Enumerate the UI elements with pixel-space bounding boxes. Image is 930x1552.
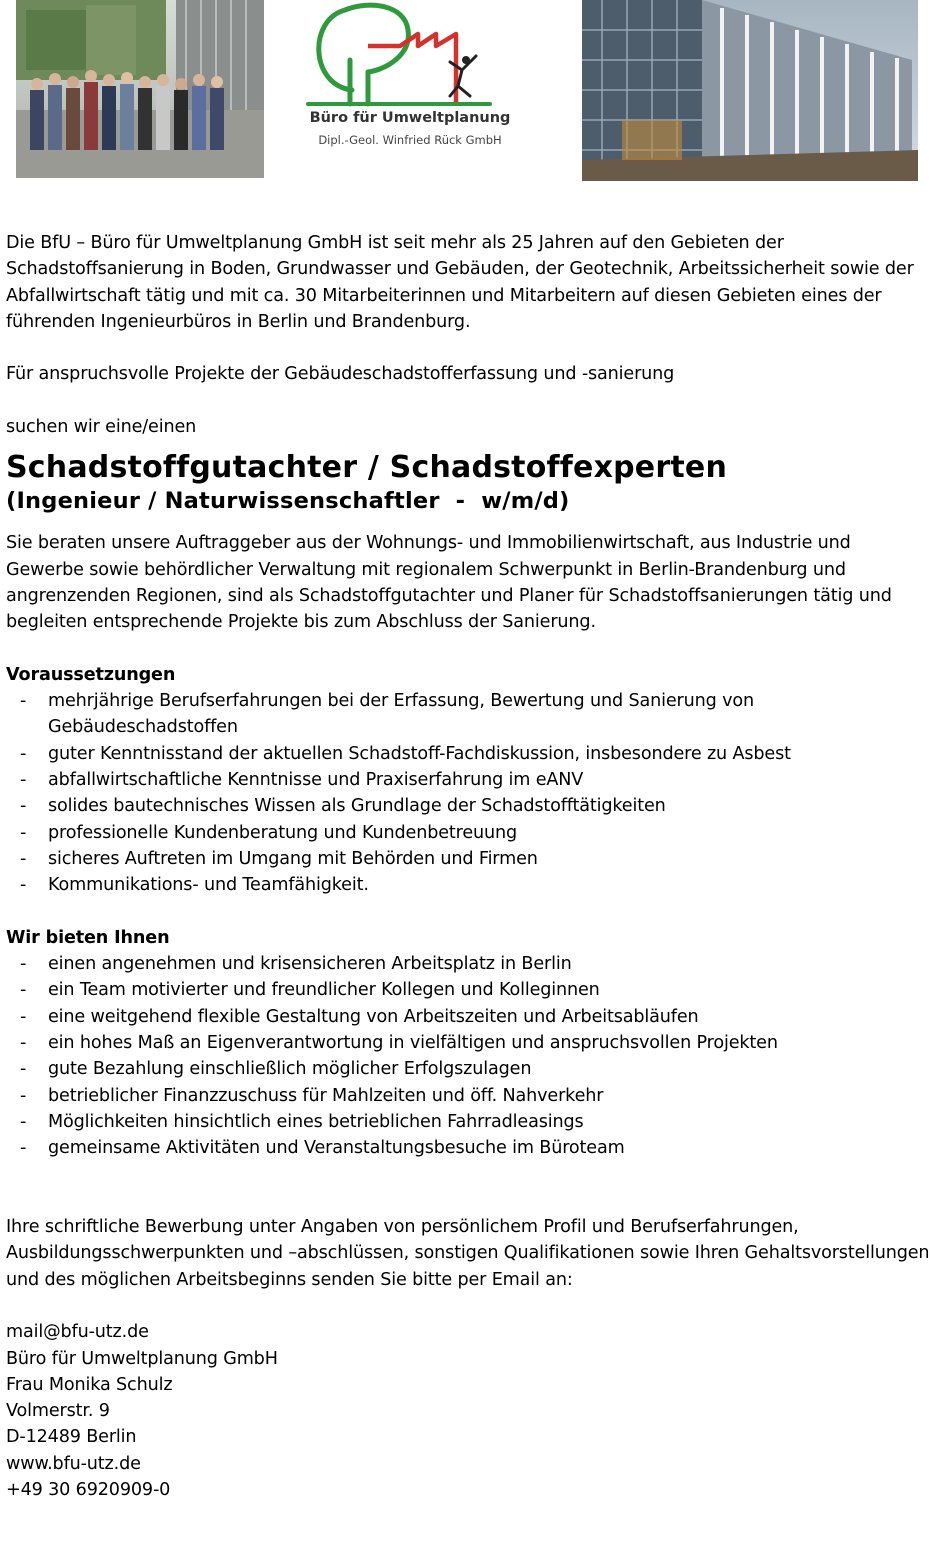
list-item: - professionelle Kundenberatung und Kundenbetreuung — [6, 820, 930, 846]
email-link[interactable]: mail@bfu-utz.de — [6, 1322, 149, 1343]
benefits-list — [6, 951, 930, 1161]
list-item: - mehrjährige Berufserfahrungen bei der Erfassung, Bewertung und Sanierung von Gebäudeschadstoffen — [6, 688, 930, 741]
list-item: - betrieblicher Finanzzuschuss für Mahlzeiten und öff. Nahverkehr — [6, 1083, 930, 1109]
list-item: - gute Bezahlung einschließlich möglicher Erfolgszulagen — [6, 1056, 930, 1082]
contact-street: Volmerstr. 9 — [6, 1401, 110, 1422]
requirements-section — [6, 662, 930, 899]
search-line: suchen wir eine/einen — [6, 417, 197, 438]
job-subtitle: (Ingenieur / Naturwissenschaftler - w/m/d) — [6, 488, 570, 515]
list-item: - guter Kenntnisstand der aktuellen Schadstoff-Fachdiskussion, insbesondere zu Asbest — [6, 741, 930, 767]
contact-person: Frau Monika Schulz — [6, 1374, 173, 1395]
list-item: - ein hohes Maß an Eigenverantwortung in vielfältigen und anspruchsvollen Projekten — [6, 1030, 930, 1056]
website-link[interactable]: www.bfu-utz.de — [6, 1453, 141, 1474]
company-logo — [290, 0, 530, 160]
team-photo — [16, 0, 264, 178]
job-description: Sie beraten unsere Auftraggeber aus der Wohnungs- und Immobilienwirtschaft, aus Industrie und Gewerbe sowie behördlicher Verwaltung mit regionalem Schwerpunkt in Berlin-Brandenburg und angrenzenden Regionen, sind als Schadstoffgutachter und Planer für Schadstoffsanierungen tätig und begleiten entsprechende Projekte bis zum Abschluss der Sanierung. — [6, 533, 892, 633]
list-item: - einen angenehmen und krisensicheren Arbeitsplatz in Berlin — [6, 951, 930, 977]
list-item: - Möglichkeiten hinsichtlich eines betrieblichen Fahrradleasings — [6, 1109, 930, 1135]
requirements-list — [6, 688, 930, 898]
application-text: Ihre schriftliche Bewerbung unter Angaben von persönlichem Profil und Berufserfahrungen, Ausbildungsschwerpunkten und –abschlüssen, sonstigen Qualifikationen sowie Ihren Gehaltsvorstellungen und des möglichen Arbeitsbeginns senden Sie bitte per Email an: — [6, 1217, 930, 1290]
list-item: - solides bautechnisches Wissen als Grundlage der Schadstofftätigkeiten — [6, 793, 930, 819]
building-photo — [582, 0, 918, 181]
list-item: - eine weitgehend flexible Gestaltung von Arbeitszeiten und Arbeitsabläufen — [6, 1004, 930, 1030]
list-item: - Kommunikations- und Teamfähigkeit. — [6, 872, 930, 898]
logo-name: Büro für Umweltplanung — [309, 110, 511, 126]
intro-paragraph: Die BfU – Büro für Umweltplanung GmbH ist seit mehr als 25 Jahren auf den Gebieten der Schadstoffsanierung in Boden, Grundwasser und Gebäuden, der Geotechnik, Arbeitssicherheit sowie der Abfallwirtschaft tätig und mit ca. 30 Mitarbeiterinnen und Mitarbeitern auf diesen Gebieten eines der führenden Ingenieurbüros in Berlin und Brandenburg. — [6, 233, 914, 332]
logo-subtitle: Dipl.-Geol. Winfried Rück GmbH — [318, 133, 502, 147]
benefits-title: Wir bieten Ihnen — [6, 927, 170, 948]
job-title: Schadstoffgutachter / Schadstoffexperten — [6, 450, 727, 486]
requirements-title: Voraussetzungen — [6, 664, 176, 685]
projects-line: Für anspruchsvolle Projekte der Gebäudeschadstofferfassung und -sanierung — [6, 364, 675, 385]
contact-city: D-12489 Berlin — [6, 1427, 137, 1448]
contact-block — [6, 1319, 930, 1503]
contact-phone: +49 30 6920909-0 — [6, 1480, 171, 1501]
contact-company: Büro für Umweltplanung GmbH — [6, 1348, 278, 1369]
job-posting — [6, 230, 930, 1503]
list-item: - abfallwirtschaftliche Kenntnisse und Praxiserfahrung im eANV — [6, 767, 930, 793]
list-item: - gemeinsame Aktivitäten und Veranstaltungsbesuche im Büroteam — [6, 1135, 930, 1161]
benefits-section — [6, 925, 930, 1162]
header — [0, 0, 930, 190]
list-item: - ein Team motivierter und freundlicher Kollegen und Kolleginnen — [6, 977, 930, 1003]
list-item: - sicheres Auftreten im Umgang mit Behörden und Firmen — [6, 846, 930, 872]
